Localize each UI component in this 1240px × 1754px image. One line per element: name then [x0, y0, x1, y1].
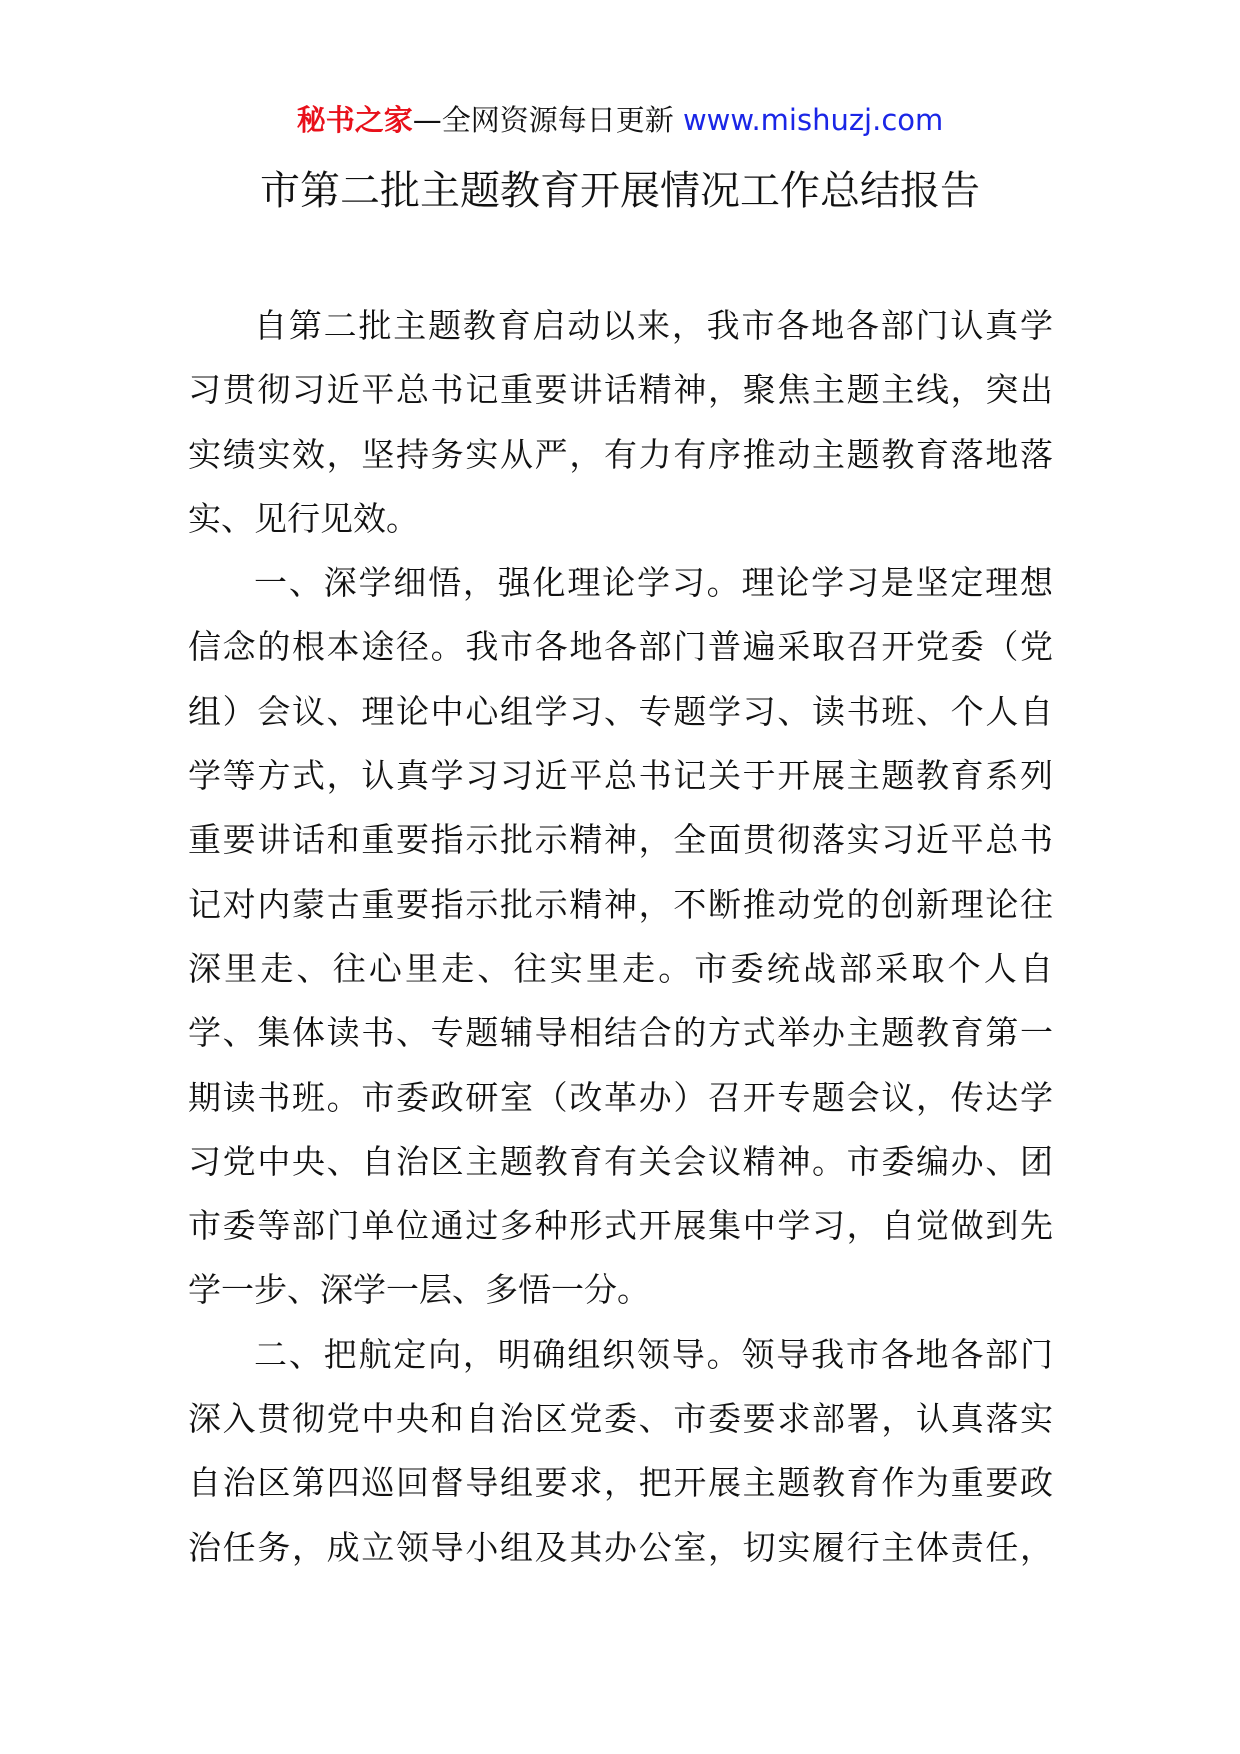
text-line: 二、把航定向，明确组织领导。领导我市各地各部门 [254, 1334, 1053, 1374]
website-link[interactable]: www.mishuzj.com [682, 103, 944, 137]
text-line: 习党中央、自治区主题教育有关会议精神。市委编办、团 [188, 1141, 1053, 1181]
text-line: 实、见行见效。 [188, 498, 419, 538]
text-line: 深里走、往心里走、往实里走。市委统战部采取个人自 [188, 948, 1053, 988]
brand-tagline: —全网资源每日更新 [412, 103, 683, 137]
text-line: 重要讲话和重要指示批示精神，全面贯彻落实习近平总书 [188, 820, 1053, 860]
text-line: 学一步、深学一层、多悟一分。 [188, 1270, 650, 1310]
text-line: 记对内蒙古重要指示批示精神，不断推动党的创新理论往 [188, 884, 1053, 924]
text-line: 一、深学细悟，强化理论学习。理论学习是坚定理想 [254, 563, 1053, 603]
text-line: 实绩实效，坚持务实从严，有力有序推动主题教育落地落 [188, 434, 1053, 474]
watermark-header [0, 100, 1240, 140]
brand-name: 秘书之家 [296, 103, 413, 137]
text-line: 学、集体读书、专题辅导相结合的方式举办主题教育第一 [188, 1013, 1053, 1053]
document-title: 市第二批主题教育开展情况工作总结报告 [260, 168, 980, 214]
text-line: 学等方式，认真学习习近平总书记关于开展主题教育系列 [188, 756, 1053, 796]
text-line: 自第二批主题教育启动以来，我市各地各部门认真学 [254, 306, 1053, 345]
text-line: 习贯彻习近平总书记重要讲话精神，聚焦主题主线，突出 [188, 370, 1053, 410]
text-line: 深入贯彻党中央和自治区党委、市委要求部署，认真落实 [188, 1399, 1053, 1439]
document-body [188, 294, 1053, 1580]
text-line: 自治区第四巡回督导组要求，把开展主题教育作为重要政 [188, 1463, 1053, 1503]
text-line: 组）会议、理论中心组学习、专题学习、读书班、个人自 [188, 691, 1053, 731]
text-line: 市委等部门单位通过多种形式开展集中学习，自觉做到先 [188, 1206, 1053, 1246]
text-line: 治任务，成立领导小组及其办公室，切实履行主体责任， [188, 1527, 1053, 1567]
text-line: 期读书班。市委政研室（改革办）召开专题会议，传达学 [188, 1077, 1053, 1117]
text-line: 信念的根本途径。我市各地各部门普遍采取召开党委（党 [188, 627, 1053, 667]
